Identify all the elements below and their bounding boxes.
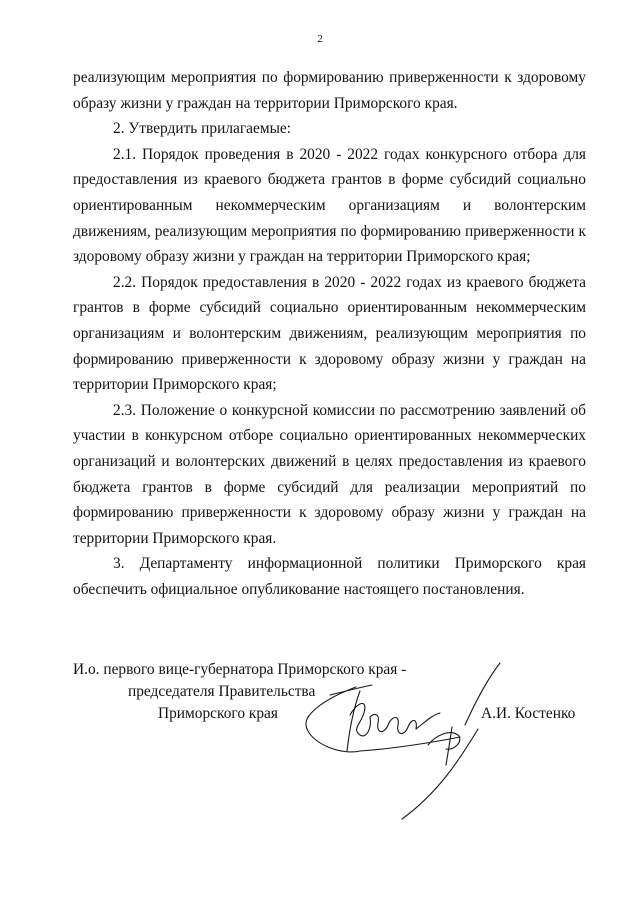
- paragraph-2-2: 2.2. Порядок предоставления в 2020 - 2022 годах из краевого бюджета грантов в форме субсидий социально ориентированным некоммерческим организациям и волонтерским движениям, реализующим мероприятия по формированию приверженности к здоровому образу жизни у граждан на территории Приморского края;: [73, 273, 586, 394]
- paragraph-3-line-1: 3. Департаменту информационной политики Приморского края: [113, 555, 586, 573]
- signatory-position-line-2: председателя Правительства: [128, 683, 316, 700]
- paragraph-2-3: 2.3. Положение о конкурсной комиссии по рассмотрению заявлений об участии в конкурсном отборе социально ориентированных некоммерческих организаций и волонтерских движений в целях предоставления из краевого бюджета грантов в форме субсидий для реализации мероприятий по формированию приверженности к здоровому образу жизни у граждан на территории Приморского края.: [73, 401, 586, 547]
- signatory-position-line-3: Приморского края: [158, 705, 278, 722]
- page-number: 2: [317, 33, 323, 45]
- paragraph-continuation: реализующим мероприятия по формированию приверженности к здоровому образу жизни у граждан на территории Приморского края.: [73, 69, 586, 112]
- handwritten-signature: [300, 655, 530, 830]
- signatory-name: А.И. Костенко: [481, 705, 576, 722]
- signatory-position-line-1: И.о. первого вице-губернатора Приморского края -: [73, 661, 407, 678]
- paragraph-2: 2. Утвердить прилагаемые:: [113, 120, 292, 138]
- body-text: [73, 65, 586, 602]
- paragraph-2-1: 2.1. Порядок проведения в 2020 - 2022 годах конкурсного отбора для предоставления из краевого бюджета грантов в форме субсидий социально ориентированным некоммерческим организациям и волонтерским движениям, реализующим мероприятия по формированию приверженности к здоровому образу жизни у граждан на территории Приморского края;: [73, 145, 586, 266]
- paragraph-3-line-2: обеспечить официальное опубликование настоящего постановления.: [73, 580, 525, 598]
